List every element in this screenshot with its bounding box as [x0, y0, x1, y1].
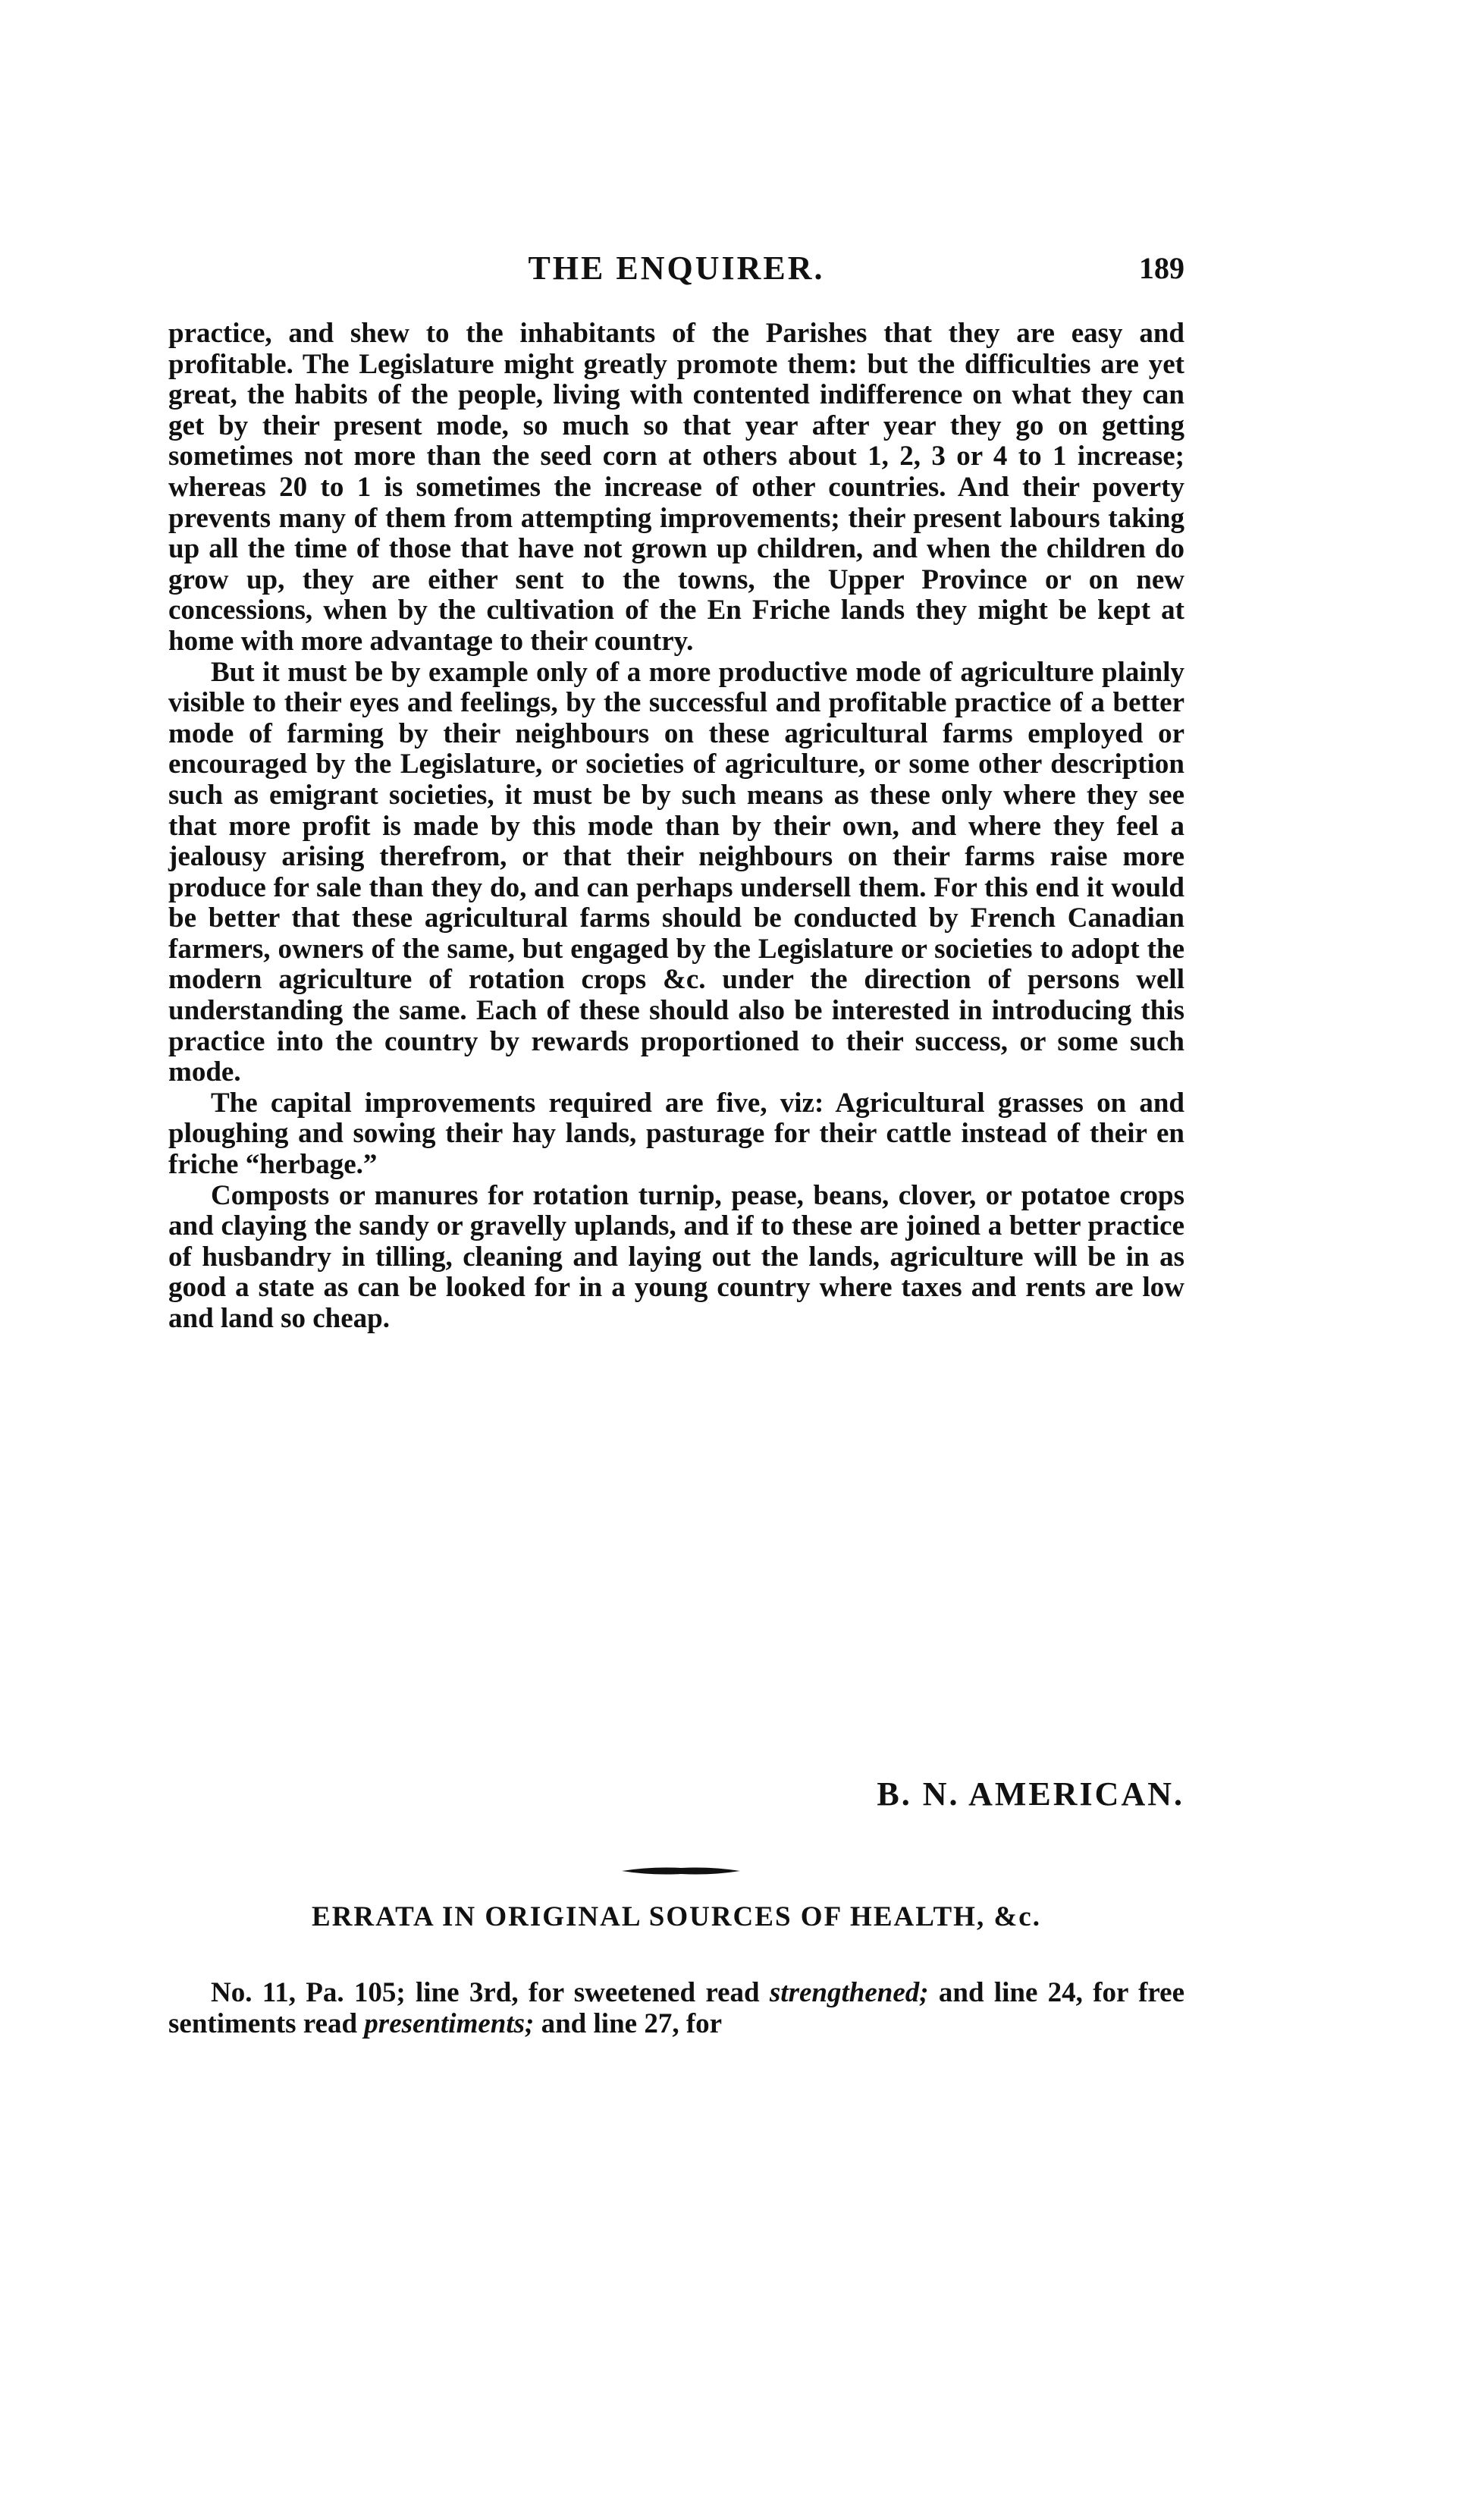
paragraph-1: practice, and shew to the inhabitants of the Parishes that they are easy and profitable. The Legislature might greatly promote them: but the difficulties are yet great, the habits of the people, living with contented indifference on what they can get by their present mode, so much so that year after year they go on getting sometimes not more than the seed corn at others about 1, 2, 3 or 4 to 1 increase; whereas 20 to 1 is sometimes the increase of other countries. And their poverty prevents many of them from attempting improvements; their present labours taking up all the time of those that have not grown up children, and when the children do grow up, they are either sent to the towns, the Upper Province or on new concessions, when by the cultivation of the En Friche lands they might be kept at home with more advantage to their country.: [168, 318, 1184, 657]
running-head: [168, 249, 1184, 294]
errata-text-part-3: and line 27, for: [534, 2007, 723, 2039]
article-body: [168, 319, 1184, 1335]
paragraph-4: Composts or manures for rotation turnip, pease, beans, clover, or potatoe crops and claying the sandy or gravelly uplands, and if to these are joined a better practice of husbandry in tilling, cleaning and laying out the lands, agriculture will be in as good a state as can be looked for in a young country where taxes and rents are low and land so cheap.: [168, 1179, 1184, 1334]
author-signature: B. N. AMERICAN.: [877, 1775, 1184, 1813]
page-number: 189: [1139, 251, 1184, 285]
errata-text: [168, 1978, 1184, 2039]
section-divider-ornament: [620, 1864, 742, 1878]
paragraph-2: But it must be by example only of a more productive mode of agriculture plainly visible to their eyes and feelings, by the successful and profitable practice of a better mode of farming by their neighbours on these agricultural farms employed or encouraged by the Legislature, or societies of agriculture, or some other description such as emigrant societies, it must be by such means as these only where they see that more profit is made by this mode than by their own, and where they feel a jealousy arising therefrom, or that their neighbours on their farms raise more produce for sale than they do, and can perhaps undersell them. For this end it would be better that these agricultural farms should be conducted by French Canadian farmers, owners of the same, but engaged by the Legislature or societies to adopt the modern agriculture of rotation crops &c. under the direction of persons well understanding the same. Each of these should also be interested in introducing this practice into the country by rewards proportioned to their success, or some such mode.: [168, 656, 1184, 1088]
errata-italic-1: strengthened;: [769, 1977, 929, 2008]
errata-heading: ERRATA IN ORIGINAL SOURCES OF HEALTH, &c.: [312, 1901, 1041, 1932]
errata-italic-2: presentiments;: [364, 2007, 535, 2039]
errata-text-part-1: No. 11, Pa. 105; line 3rd, for sweetened read: [211, 1977, 770, 2008]
running-title: THE ENQUIRER.: [528, 250, 825, 287]
paragraph-3: The capital improvements required are five, viz: Agricultural grasses on and ploughing and sowing their hay lands, pasturage for their cattle instead of their en friche “herbage.”: [168, 1087, 1184, 1181]
errata-text-part-2: and line 24, for free sentiments read: [168, 1977, 1184, 2039]
